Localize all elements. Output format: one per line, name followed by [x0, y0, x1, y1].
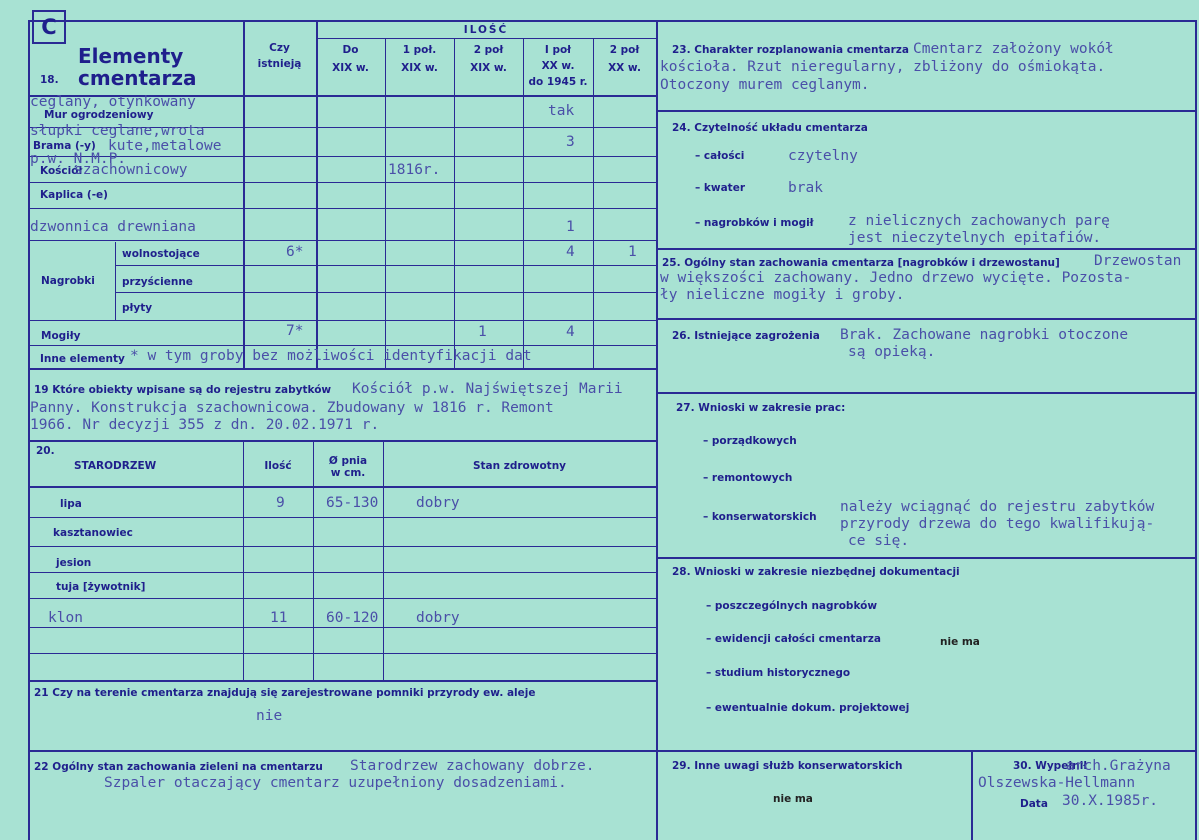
s19-line-3: 1966. Nr decyzji 355 z dn. 20.02.1971 r.: [30, 417, 380, 433]
row-line: [656, 110, 1196, 112]
tree-diameter: 65-130: [326, 495, 379, 511]
mogily-1pol20: 4: [566, 324, 575, 340]
row-line: [656, 318, 1196, 320]
tree-condition: dobry: [416, 495, 460, 511]
row-line: [28, 345, 656, 346]
brama-desc-2: kute,metalowe: [108, 138, 222, 154]
s19-line-1: Kościół p.w. Najświętszej Marii: [352, 381, 623, 397]
mur-label: Mur ogrodzeniowy: [44, 109, 154, 121]
s27-konserwatorskich: – konserwatorskich: [703, 511, 817, 523]
inne-note: * w tym groby bez możliwości identyfikacji dat: [130, 348, 532, 364]
col-header-line: XIX w.: [401, 62, 438, 75]
kosciol-label: Kościół: [40, 165, 83, 177]
card-letter-box: [32, 10, 66, 44]
col-header-1pol20: [523, 44, 593, 88]
col-line: [593, 38, 594, 368]
s26-label: 26. Istniejące zagrożenia: [672, 330, 820, 342]
s24-nagrobkow-label: – nagrobków i mogił: [695, 217, 814, 229]
mur-desc: ceglany, otynkowany: [30, 94, 196, 110]
s24-nagrobkow-line-2: jest nieczytelnych epitafiów.: [848, 230, 1102, 246]
plyty-label: płyty: [122, 302, 153, 314]
row-line: [656, 392, 1196, 394]
row-line: [28, 208, 656, 209]
s23-line-3: Otoczony murem ceglanym.: [660, 77, 870, 93]
s28-ewidencji: – ewidencji całości cmentarza: [706, 633, 881, 645]
col-header-line: I poł: [544, 44, 572, 56]
s20-col-fi: [313, 455, 383, 479]
row-line: [115, 292, 656, 293]
row-line: [28, 320, 656, 321]
s29-label: 29. Inne uwagi służb konserwatorskich: [672, 760, 903, 772]
row-line: [656, 557, 1196, 559]
row-line: [115, 265, 656, 266]
col-header-line: w cm.: [330, 467, 366, 480]
col-header-line: XX w.: [541, 60, 575, 73]
s24-calosci-value: czytelny: [788, 148, 858, 164]
col-header-line: Ø pnia: [328, 455, 368, 467]
col-line: [971, 750, 973, 840]
s20-number: 20.: [36, 445, 55, 457]
s22-label: 22 Ogólny stan zachowania zieleni na cmentarzu: [34, 761, 323, 773]
s23-line-1: Cmentarz założony wokół: [913, 41, 1114, 57]
inne-label: Inne elementy: [40, 353, 125, 365]
card-letter: C: [41, 15, 57, 39]
s24-kwater-value: brak: [788, 180, 823, 196]
tree-name: lipa: [60, 498, 82, 510]
col-header-line: XX w.: [608, 62, 641, 75]
s21-label: 21 Czy na terenie cmentarza znajdują się zarejestrowane pomniki przyrody ew. aleje: [34, 687, 536, 699]
row-line: [28, 182, 656, 183]
mur-value: tak: [548, 103, 575, 119]
wolnostojace-czy: 6*: [286, 244, 304, 260]
col-header-line: 2 poł: [473, 44, 504, 56]
nagrobki-label: Nagrobki: [41, 275, 95, 287]
col-header-1pol19: [385, 44, 454, 74]
col-header-line: 1 poł.: [402, 44, 437, 56]
col-header-line: 2 poł: [609, 44, 640, 56]
col-header-line: istnieją: [257, 58, 302, 71]
row-line: [28, 653, 656, 654]
tree-count: 11: [270, 610, 288, 626]
s28-projektowej: – ewentualnie dokum. projektowej: [706, 702, 910, 714]
col-line: [383, 440, 384, 680]
col-header-line: XIX w.: [332, 62, 369, 75]
przyscienne-label: przyścienne: [122, 276, 193, 288]
s30-date: 30.X.1985r.: [1062, 793, 1159, 809]
row-line: [28, 680, 656, 682]
s21-answer: nie: [256, 708, 283, 724]
tree-name: kasztanowiec: [53, 527, 133, 539]
mogily-czy: 7*: [286, 323, 304, 339]
s19-line-2: Panny. Konstrukcja szachownicowa. Zbudowany w 1816 r. Remont: [30, 400, 554, 416]
col-line: [454, 38, 455, 368]
s30-data-label: Data: [1020, 798, 1048, 810]
row-line: [28, 486, 656, 488]
col-header-2pol19: [454, 44, 523, 74]
kosciol-value: 1816r.: [388, 162, 441, 178]
s23-label: 23. Charakter rozplanowania cmentarza: [672, 44, 909, 56]
s20-title: STARODRZEW: [74, 460, 157, 472]
kaplica-label: Kaplica (-e): [40, 189, 108, 201]
s23-line-2: kościoła. Rzut nieregularny, zbliżony do ośmiokąta.: [660, 59, 1106, 75]
s28-studium: – studium historycznego: [706, 667, 851, 679]
s28-label: 28. Wnioski w zakresie niezbędnej dokumentacji: [672, 566, 960, 578]
col-header-czy: [243, 42, 316, 70]
s28-poszczegolnych: – poszczególnych nagrobków: [706, 600, 878, 612]
s24-calosci-label: – całości: [695, 150, 745, 162]
s27-remontowych: – remontowych: [703, 472, 793, 484]
brama-value: 3: [566, 134, 575, 150]
title-cmentarza: cmentarza: [78, 66, 197, 90]
s28-stamp: nie ma: [940, 636, 980, 648]
dzwonnica-value: 1: [566, 219, 575, 235]
s20-col-ilosc: Ilość: [264, 460, 292, 472]
s27-konserw-line-1: należy wciągnąć do rejestru zabytków: [840, 499, 1155, 515]
tree-name: tuja [żywotnik]: [56, 581, 146, 593]
s27-konserw-line-3: ce się.: [848, 533, 910, 549]
row-line: [28, 627, 656, 628]
mogily-2pol19: 1: [478, 324, 487, 340]
frame-right: [1195, 20, 1197, 840]
kosciol-desc-1: p.w. N.M.P.: [30, 151, 127, 167]
section-18-number: 18.: [40, 74, 59, 86]
s22-line-1: Starodrzew zachowany dobrze.: [350, 758, 595, 774]
row-line: [28, 598, 656, 599]
row-line: [656, 750, 1196, 752]
row-line: [656, 248, 1196, 250]
row-line: [28, 240, 656, 241]
col-header-2pol20: [593, 44, 656, 74]
s25-line-1: Drzewostan: [1094, 253, 1182, 269]
wolnostojace-2pol20: 1: [628, 244, 637, 260]
title-elementy: Elementy: [78, 44, 184, 68]
s24-nagrobkow-line-1: z nielicznych zachowanych parę: [848, 213, 1110, 229]
s27-konserw-line-2: przyrody drzewa do tego kwalifikują-: [840, 516, 1155, 532]
tree-count: 9: [276, 495, 285, 511]
s30-name-line-2: Olszewska-Hellmann: [978, 775, 1136, 791]
col-header-line: XIX w.: [470, 62, 507, 75]
tree-diameter: 60-120: [326, 610, 379, 626]
tree-name: jesion: [56, 557, 92, 569]
tree-name: klon: [48, 610, 83, 626]
col-header-line: Do: [342, 44, 359, 56]
row-line: [28, 440, 656, 442]
s27-label: 27. Wnioski w zakresie prac:: [676, 402, 846, 414]
center-divider: [656, 20, 658, 840]
col-line: [243, 20, 245, 368]
s24-label: 24. Czytelność układu cmentarza: [672, 122, 868, 134]
wolnostojace-label: wolnostojące: [122, 248, 200, 260]
s27-porzadkowych: – porządkowych: [703, 435, 797, 447]
col-line: [385, 38, 386, 368]
kosciol-desc-2: szachownicowy: [74, 162, 188, 178]
col-header-do19: [316, 44, 385, 74]
s25-line-3: ły nieliczne mogiły i groby.: [660, 287, 905, 303]
frame-top: [28, 20, 1196, 22]
col-header-ilosc: ILOŚĆ: [463, 24, 509, 36]
s19-label: 19 Które obiekty wpisane są do rejestru zabytków: [34, 384, 332, 396]
col-header-line: do 1945 r.: [528, 76, 588, 89]
row-line: [28, 517, 656, 518]
s30-label: 30. Wypełnił: [1013, 760, 1088, 772]
dzwonnica-desc: dzwonnica drewniana: [30, 219, 196, 235]
col-header-line: Czy: [269, 42, 290, 54]
row-line: [28, 546, 656, 547]
wolnostojace-1pol20: 4: [566, 244, 575, 260]
s26-line-2: są opieką.: [848, 344, 936, 360]
row-line: [28, 368, 656, 370]
s24-kwater-label: – kwater: [695, 182, 745, 194]
col-line: [115, 242, 116, 320]
s25-line-2: w większości zachowany. Jedno drzewo wycięte. Pozosta-: [660, 270, 1132, 286]
tree-condition: dobry: [416, 610, 460, 626]
s30-name-line-1: arch.Grażyna: [1066, 758, 1171, 774]
row-line: [28, 572, 656, 573]
col-line: [243, 440, 244, 680]
brama-label: Brama (-y): [33, 140, 96, 152]
s25-label: 25. Ogólny stan zachowania cmentarza [nagrobków i drzewostanu]: [662, 257, 1060, 269]
row-line: [28, 750, 656, 752]
s29-stamp: nie ma: [773, 793, 813, 805]
brama-desc-1: słupki ceglane,wrota: [30, 123, 205, 139]
mogily-label: Mogiły: [41, 330, 81, 342]
row-line: [316, 38, 656, 39]
s22-line-2: Szpaler otaczający cmentarz uzupełniony dosadzeniami.: [104, 775, 567, 791]
s26-line-1: Brak. Zachowane nagrobki otoczone: [840, 327, 1129, 343]
s20-col-stan: Stan zdrowotny: [472, 460, 567, 472]
